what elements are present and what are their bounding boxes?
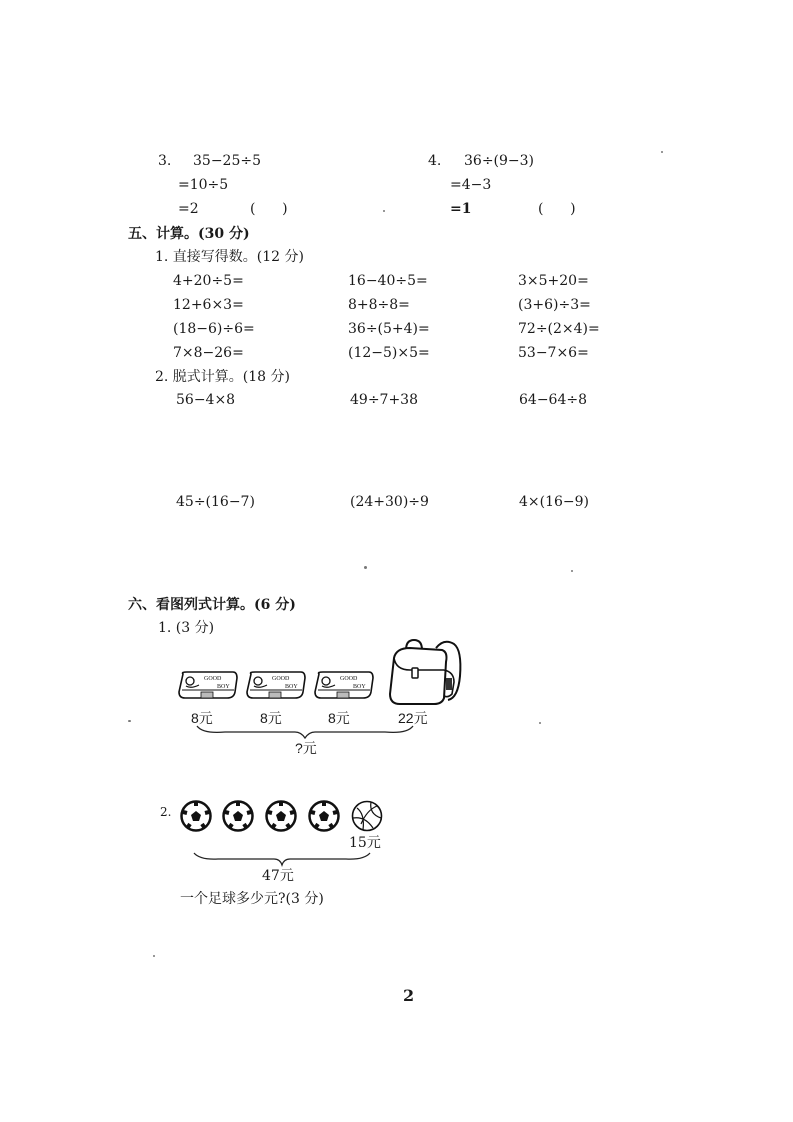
scan-speck	[383, 210, 385, 212]
q2-total-label: 47元	[262, 868, 294, 884]
pencil-case-1-price: 8元	[191, 710, 213, 726]
svg-text:BOY: BOY	[217, 684, 230, 690]
svg-text:GOOD: GOOD	[272, 676, 290, 682]
step-calc-item: 4×(16−9)	[519, 494, 590, 510]
scan-speck	[661, 151, 663, 153]
mental-math-item: (12−5)×5=	[348, 345, 430, 361]
q2-question: 一个足球多少元?(3 分)	[180, 891, 324, 907]
step-calc-item: 56−4×8	[176, 392, 236, 408]
backpack-price: 22元	[398, 710, 428, 726]
pencil-case-icon	[177, 670, 239, 702]
item-3-number: 3.	[158, 153, 172, 169]
mental-math-item: 12+6×3=	[173, 297, 244, 313]
pencil-case-icon	[313, 670, 375, 702]
item-4-step1: =4−3	[450, 177, 492, 193]
mental-math-item: 3×5+20=	[518, 273, 589, 289]
section-5-part2-title: 2. 脱式计算。(18 分)	[155, 369, 290, 385]
soccer-ball-icon	[180, 800, 212, 832]
svg-text:BOY: BOY	[285, 684, 298, 690]
soccer-ball-icon	[222, 800, 254, 832]
mental-math-item: 53−7×6=	[518, 345, 589, 361]
q1-total-label: ?元	[295, 740, 317, 756]
mental-math-item: 8+8÷8=	[348, 297, 410, 313]
section-5-title: 五、计算。(30 分)	[128, 226, 250, 242]
step-calc-item: 49÷7+38	[350, 392, 418, 408]
item-3-step2: =2	[178, 201, 199, 217]
mental-math-item: 72÷(2×4)=	[518, 321, 600, 337]
mental-math-item: 16−40÷5=	[348, 273, 428, 289]
item-4-answer-box[interactable]: ( )	[538, 201, 576, 217]
mental-math-item: 7×8−26=	[173, 345, 244, 361]
item-3-step1: =10÷5	[178, 177, 229, 193]
mental-math-item: 36÷(5+4)=	[348, 321, 430, 337]
total-brace-2	[192, 851, 372, 867]
mental-math-item: (18−6)÷6=	[173, 321, 255, 337]
section-6-q1-title: 1. (3 分)	[158, 620, 215, 636]
section-6-q2-number: 2.	[160, 805, 172, 819]
item-3-answer-box[interactable]: ( )	[250, 201, 288, 217]
svg-text:BOY: BOY	[353, 684, 366, 690]
pencil-case-2-price: 8元	[260, 710, 282, 726]
mental-math-item: (3+6)÷3=	[518, 297, 591, 313]
item-4-number: 4.	[428, 153, 442, 169]
pencil-case-icon	[245, 670, 307, 702]
section-6-title: 六、看图列式计算。(6 分)	[128, 597, 296, 613]
scan-speck	[539, 722, 541, 724]
pencil-case-3-price: 8元	[328, 710, 350, 726]
step-calc-item: (24+30)÷9	[350, 494, 429, 510]
item-4-expression: 36÷(9−3)	[464, 153, 535, 169]
step-calc-item: 45÷(16−7)	[176, 494, 255, 510]
step-calc-item: 64−64÷8	[519, 392, 587, 408]
scan-speck	[364, 566, 367, 569]
item-3-expression: 35−25÷5	[193, 153, 261, 169]
section-5-part1-title: 1. 直接写得数。(12 分)	[155, 249, 304, 265]
svg-text:GOOD: GOOD	[340, 676, 358, 682]
basketball-price: 15元	[349, 835, 381, 851]
backpack-icon	[386, 636, 464, 706]
scan-speck	[128, 720, 131, 722]
scan-speck	[571, 570, 573, 572]
scan-speck	[153, 955, 155, 957]
item-4-step2: =1	[450, 201, 472, 217]
page-number: 2	[403, 986, 415, 1005]
basketball-icon	[351, 800, 383, 832]
soccer-ball-icon	[265, 800, 297, 832]
soccer-ball-icon	[308, 800, 340, 832]
mental-math-item: 4+20÷5=	[173, 273, 244, 289]
svg-text:GOOD: GOOD	[204, 676, 222, 682]
